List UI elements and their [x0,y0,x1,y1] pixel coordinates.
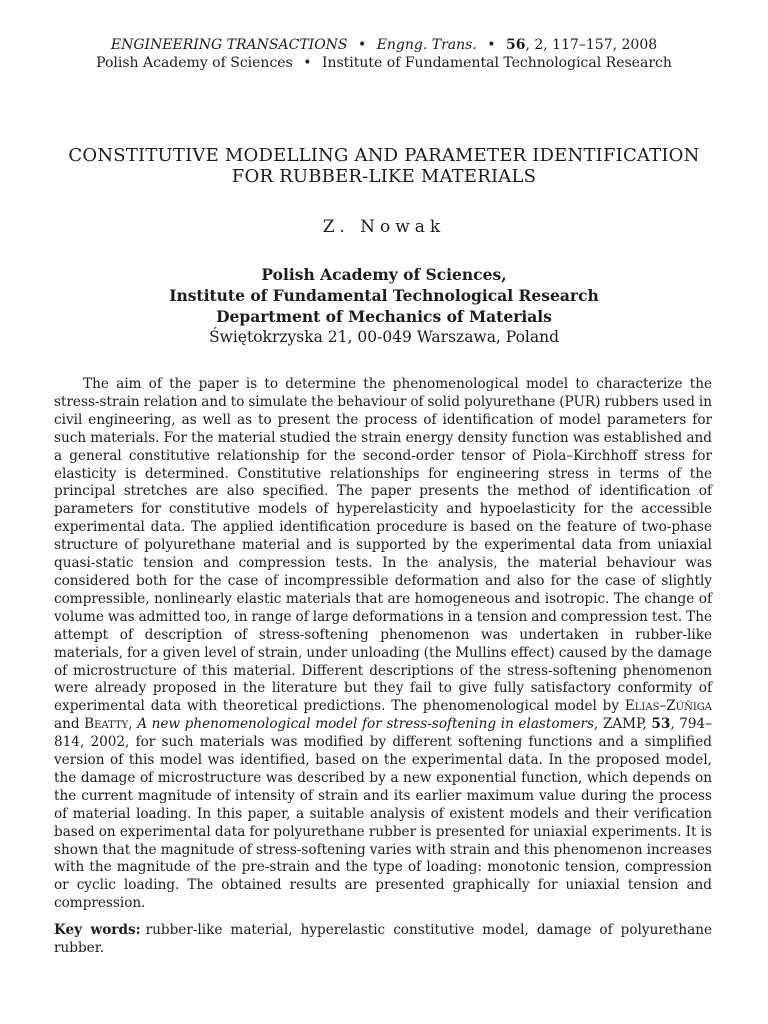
publisher-line [0,54,768,72]
journal-name: ENGINEERING TRANSACTIONS [110,37,348,53]
journal-issue-pages: , 2, 117–157, 2008 [525,37,658,53]
reference-conjunction: and [54,716,85,733]
journal-header [0,36,768,72]
bullet-separator: • [357,37,367,53]
title-line-1: CONSTITUTIVE MODELLING AND PARAMETER IDENTIFICATION [68,145,700,166]
reference-volume: 53 [651,716,671,733]
keywords [54,921,712,957]
abstract-paragraph [54,376,712,913]
paper-title [0,145,768,187]
abstract [54,376,712,913]
journal-volume: 56 [505,37,526,53]
reference-author-1: Elias–Zúñiga [624,698,712,715]
bullet-separator: • [303,55,312,71]
affiliation-line-2: Institute of Fundamental Technological Research [169,286,599,305]
publisher-name: Polish Academy of Sciences [96,55,293,71]
institute-name: Institute of Fundamental Technological Research [321,55,672,71]
affiliation-line-3: Department of Mechanics of Materials [216,307,552,326]
abstract-text-part-1: The aim of the paper is to determine the phenomenological model to characterize the stress-strain relation and to simulate the behaviour of solid polyurethane (PUR) rubbers used in civil engineering, as well as to present the process of identification of model parameters for such materials. For the material studied the strain energy density function was established and a general constitutive relationship for the second-order tensor of Piola–Kirchhoff stress for elasticity is determined. Constitutive relationships for engineering stress in terms of the principal stretches are also specified. The paper presents the method of identification of parameters for constitutive models of hyperelasticity and hypoelasticity for the accessible experimental data. The applied identification procedure is based on the feature of two-phase structure of polyurethane material and is supported by the experimental data from uniaxial quasi-static tension and compression tests. In the analysis, the material behaviour was considered both for the case of incompressible deformation and also for the case of slightly compressible, nonlinearly elastic materials that are homogeneous and isotropic. The change of volume was admitted too, in range of large deformations in a tension and compression test. The attempt of description of stress-softening phenomenon was undertaken in rubber-like materials, for a given level of strain, under unloading (the Mullins effect) caused by the damage of microstructure of this material. Different descriptions of the stress-softening phenomenon were already proposed in the literature but they fail to give fully satisfactory conformity of experimental data with theoretical predictions. The phenomenological model by [54,376,712,715]
reference-author-2: Beatty [84,716,129,733]
reference-journal: , ZAMP, [593,716,652,733]
journal-abbreviation: Engng. Trans. [376,37,477,53]
bullet-separator: • [487,37,496,53]
affiliation-line-1: Polish Academy of Sciences, [261,265,507,284]
reference-pages: , 794–814, 2002, [54,716,712,751]
affiliation-address: Świętokrzyska 21, 00-049 Warszawa, Poland [208,328,560,346]
keywords-text: rubber-like material, hyperelastic constitutive model, damage of polyurethane rubber. [54,922,712,956]
reference-title: A new phenomenological model for stress-softening in elastomers [137,716,594,733]
affiliation-block [0,264,768,348]
keywords-label: Key words: [54,922,141,938]
title-line-2: FOR RUBBER-LIKE MATERIALS [231,166,537,187]
reference-comma: , [128,716,138,733]
author-name: Z. Nowak [322,217,446,237]
journal-citation-line [0,36,768,54]
abstract-text-part-2: for such materials was modified by different softening functions and a simplified version of this model was identified, based on the experimental data. In the proposed model, the damage of microstructure was described by a new exponential function, which depends on the current magnitude of intensity of strain and its earlier maximum value during the process of material loading. In this paper, a suitable analysis of existent models and their verification based on experimental data for polyurethane rubber is presented for uniaxial experiments. It is shown that the magnitude of stress-softening varies with strain and this phenomenon increases with the magnitude of the pre-strain and the type of loading: monotonic tension, compression or cyclic loading. The obtained results are presented graphically for uniaxial tension and compression. [54,734,712,912]
